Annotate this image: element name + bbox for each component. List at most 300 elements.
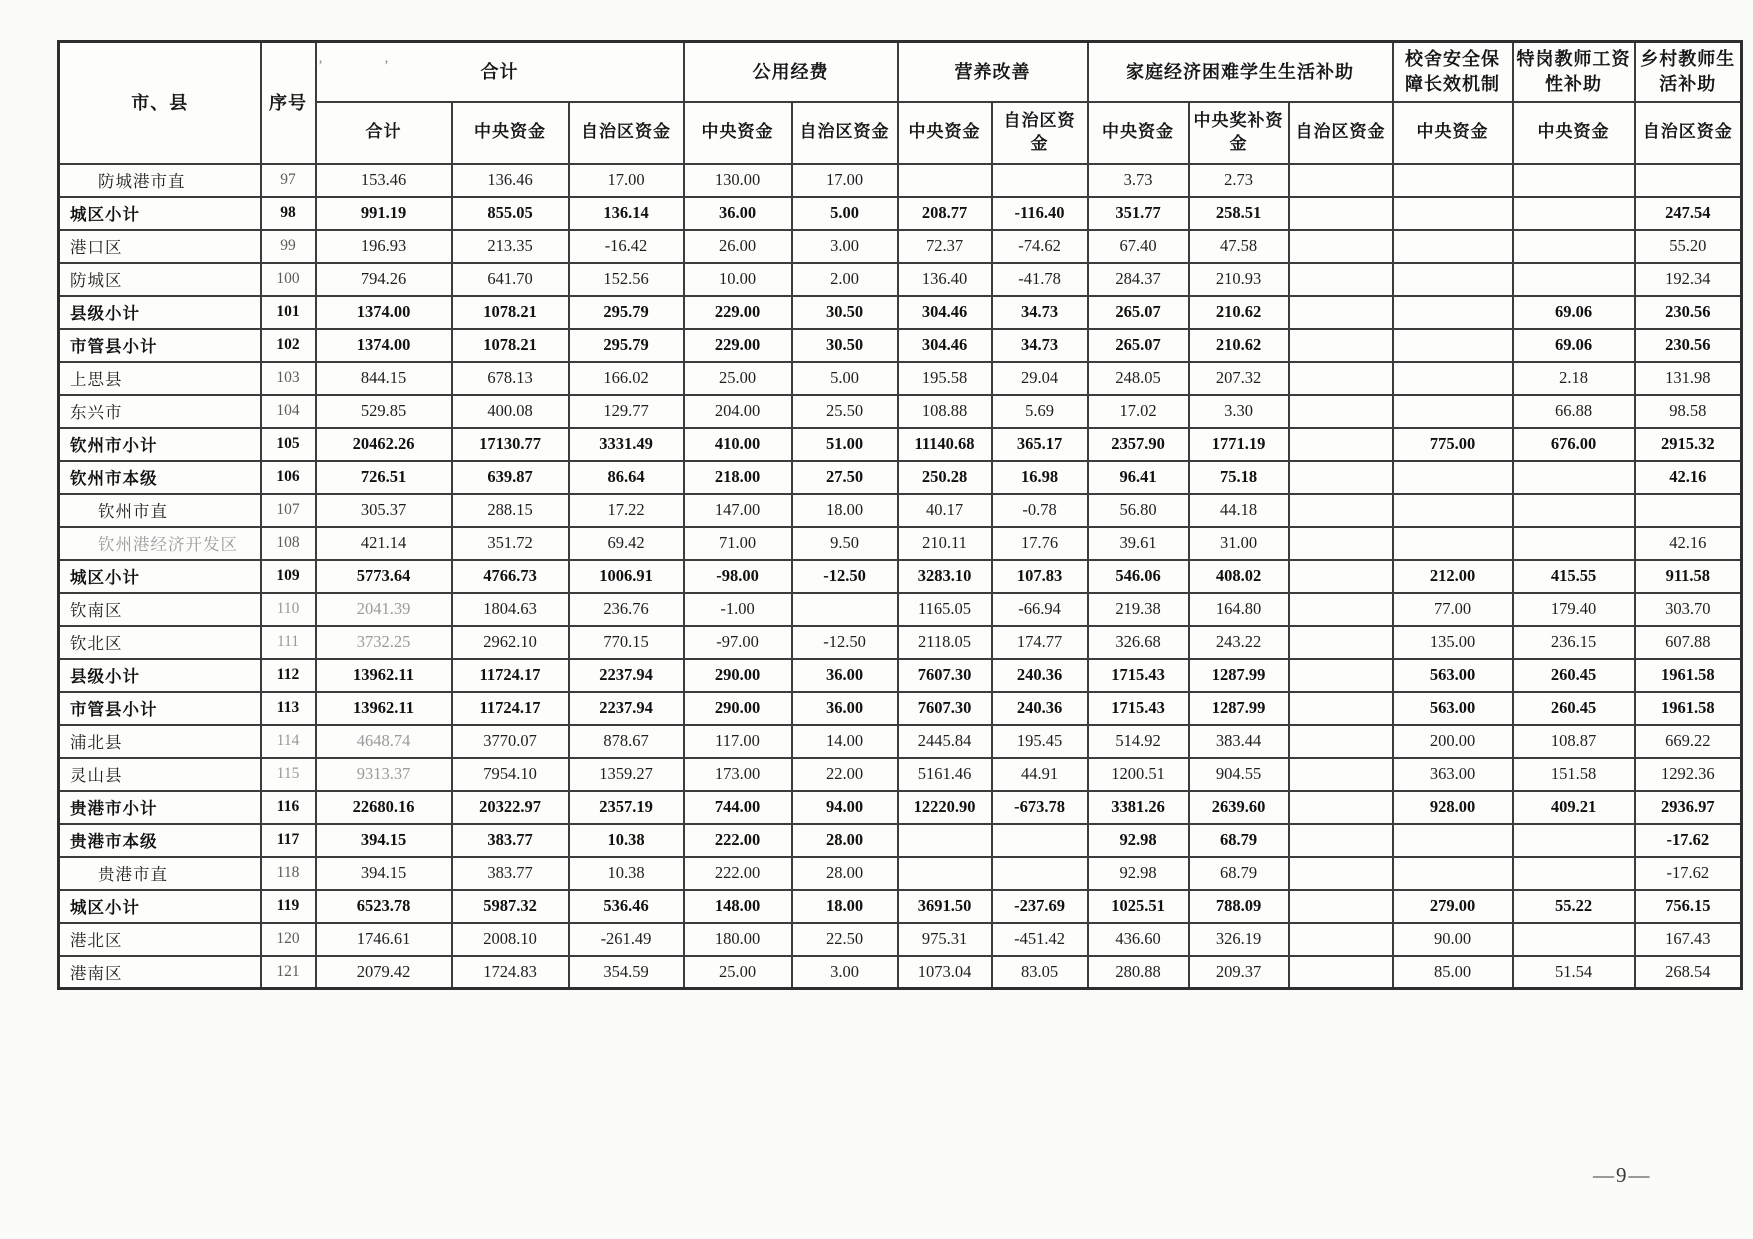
value-cell: 173.00 <box>684 758 792 791</box>
value-cell: 210.11 <box>898 527 992 560</box>
value-cell: 243.22 <box>1189 626 1289 659</box>
subheader: 中央资金 <box>684 102 792 164</box>
value-cell: 47.58 <box>1189 230 1289 263</box>
serial-number-cell: 104 <box>261 395 316 428</box>
region-name-cell: 市管县小计 <box>59 329 261 362</box>
table-row <box>59 692 1742 725</box>
value-cell: 167.43 <box>1635 923 1742 956</box>
value-cell: 1078.21 <box>452 296 569 329</box>
value-cell: 222.00 <box>684 857 792 890</box>
value-cell: 383.44 <box>1189 725 1289 758</box>
value-cell: 68.79 <box>1189 824 1289 857</box>
value-cell: -12.50 <box>792 626 898 659</box>
value-cell <box>1393 296 1513 329</box>
value-cell: 855.05 <box>452 197 569 230</box>
value-cell: 788.09 <box>1189 890 1289 923</box>
value-cell <box>1289 329 1393 362</box>
region-name-cell: 城区小计 <box>59 890 261 923</box>
value-cell: 2237.94 <box>569 659 684 692</box>
value-cell: -74.62 <box>992 230 1088 263</box>
serial-number-cell: 115 <box>261 758 316 791</box>
value-cell: 56.80 <box>1088 494 1189 527</box>
value-cell: 210.62 <box>1189 296 1289 329</box>
subheader: 自治区资金 <box>569 102 684 164</box>
value-cell: 14.00 <box>792 725 898 758</box>
value-cell <box>1289 527 1393 560</box>
value-cell: 12220.90 <box>898 791 992 824</box>
value-cell <box>898 857 992 890</box>
value-cell <box>1289 560 1393 593</box>
value-cell: 26.00 <box>684 230 792 263</box>
value-cell: 3.00 <box>792 230 898 263</box>
value-cell: 326.68 <box>1088 626 1189 659</box>
value-cell: 147.00 <box>684 494 792 527</box>
value-cell: 44.18 <box>1189 494 1289 527</box>
table-row <box>59 329 1742 362</box>
value-cell: 195.58 <box>898 362 992 395</box>
value-cell: 1073.04 <box>898 956 992 989</box>
value-cell <box>1289 956 1393 989</box>
value-cell: 31.00 <box>1189 527 1289 560</box>
value-cell: 117.00 <box>684 725 792 758</box>
value-cell: 229.00 <box>684 296 792 329</box>
value-cell: -261.49 <box>569 923 684 956</box>
scanned-table-sheet <box>57 40 1740 990</box>
value-cell <box>1289 626 1393 659</box>
value-cell: 878.67 <box>569 725 684 758</box>
value-cell: 10.38 <box>569 857 684 890</box>
value-cell: 3381.26 <box>1088 791 1189 824</box>
value-cell <box>992 824 1088 857</box>
value-cell: 166.02 <box>569 362 684 395</box>
value-cell: 2041.39 <box>316 593 452 626</box>
value-cell: 2008.10 <box>452 923 569 956</box>
value-cell: 218.00 <box>684 461 792 494</box>
value-cell: 17.02 <box>1088 395 1189 428</box>
value-cell: 304.46 <box>898 296 992 329</box>
value-cell: 641.70 <box>452 263 569 296</box>
value-cell <box>1635 494 1742 527</box>
table-row <box>59 362 1742 395</box>
value-cell <box>1513 263 1635 296</box>
value-cell: 4766.73 <box>452 560 569 593</box>
value-cell: 1287.99 <box>1189 659 1289 692</box>
value-cell: 17130.77 <box>452 428 569 461</box>
value-cell: -41.78 <box>992 263 1088 296</box>
value-cell: -0.78 <box>992 494 1088 527</box>
serial-number-cell: 109 <box>261 560 316 593</box>
value-cell: 6523.78 <box>316 890 452 923</box>
table-row <box>59 296 1742 329</box>
value-cell: 415.55 <box>1513 560 1635 593</box>
value-cell: 13962.11 <box>316 692 452 725</box>
group-header-building-safety: 校舍安全保障长效机制 <box>1393 42 1513 102</box>
group-header-poor-students: 家庭经济困难学生生活补助 <box>1088 42 1393 102</box>
group-header-public-funds: 公用经费 <box>684 42 898 102</box>
subheader: 自治区资金 <box>992 102 1088 164</box>
value-cell: -237.69 <box>992 890 1088 923</box>
value-cell: 71.00 <box>684 527 792 560</box>
value-cell: 192.34 <box>1635 263 1742 296</box>
region-name-cell: 港口区 <box>59 230 261 263</box>
value-cell: 10.38 <box>569 824 684 857</box>
value-cell <box>898 164 992 197</box>
value-cell: 5161.46 <box>898 758 992 791</box>
value-cell: 136.14 <box>569 197 684 230</box>
table-row <box>59 395 1742 428</box>
table-row <box>59 560 1742 593</box>
value-cell: 911.58 <box>1635 560 1742 593</box>
region-name-cell: 贵港市本级 <box>59 824 261 857</box>
serial-number-cell: 103 <box>261 362 316 395</box>
value-cell: 67.40 <box>1088 230 1189 263</box>
serial-number-cell: 110 <box>261 593 316 626</box>
value-cell: 3331.49 <box>569 428 684 461</box>
value-cell: 676.00 <box>1513 428 1635 461</box>
value-cell: 7607.30 <box>898 659 992 692</box>
value-cell: 5.00 <box>792 197 898 230</box>
region-name-cell: 钦州市本级 <box>59 461 261 494</box>
value-cell: 131.98 <box>1635 362 1742 395</box>
value-cell: 3283.10 <box>898 560 992 593</box>
table-row <box>59 164 1742 197</box>
serial-number-cell: 98 <box>261 197 316 230</box>
region-name-cell: 贵港市直 <box>59 857 261 890</box>
table-body <box>59 164 1742 989</box>
value-cell: 536.46 <box>569 890 684 923</box>
value-cell: 174.77 <box>992 626 1088 659</box>
value-cell: 212.00 <box>1393 560 1513 593</box>
subheader: 中央奖补资金 <box>1189 102 1289 164</box>
value-cell: 351.77 <box>1088 197 1189 230</box>
value-cell: 69.42 <box>569 527 684 560</box>
value-cell: 240.36 <box>992 659 1088 692</box>
value-cell: 295.79 <box>569 296 684 329</box>
value-cell: 2237.94 <box>569 692 684 725</box>
value-cell: 96.41 <box>1088 461 1189 494</box>
value-cell: 975.31 <box>898 923 992 956</box>
value-cell: 27.50 <box>792 461 898 494</box>
value-cell: 2962.10 <box>452 626 569 659</box>
value-cell: 726.51 <box>316 461 452 494</box>
value-cell: 2936.97 <box>1635 791 1742 824</box>
serial-number-cell: 113 <box>261 692 316 725</box>
value-cell <box>1393 461 1513 494</box>
region-name-cell: 贵港市小计 <box>59 791 261 824</box>
value-cell <box>992 164 1088 197</box>
serial-number-cell: 114 <box>261 725 316 758</box>
value-cell: 18.00 <box>792 494 898 527</box>
value-cell: 1165.05 <box>898 593 992 626</box>
value-cell: 17.22 <box>569 494 684 527</box>
value-cell: 639.87 <box>452 461 569 494</box>
value-cell: 844.15 <box>316 362 452 395</box>
value-cell: 129.77 <box>569 395 684 428</box>
value-cell: 83.05 <box>992 956 1088 989</box>
value-cell: 770.15 <box>569 626 684 659</box>
value-cell <box>1393 329 1513 362</box>
value-cell: 1359.27 <box>569 758 684 791</box>
value-cell: 86.64 <box>569 461 684 494</box>
value-cell: 904.55 <box>1189 758 1289 791</box>
value-cell: 383.77 <box>452 857 569 890</box>
value-cell <box>1513 824 1635 857</box>
region-name-cell: 市管县小计 <box>59 692 261 725</box>
scan-artifact: ’’ <box>318 58 451 74</box>
value-cell: 210.62 <box>1189 329 1289 362</box>
table-row <box>59 923 1742 956</box>
value-cell: 36.00 <box>684 197 792 230</box>
value-cell <box>1289 890 1393 923</box>
value-cell: 30.50 <box>792 296 898 329</box>
value-cell: 230.56 <box>1635 329 1742 362</box>
value-cell: 229.00 <box>684 329 792 362</box>
value-cell: -97.00 <box>684 626 792 659</box>
value-cell: 563.00 <box>1393 692 1513 725</box>
value-cell: 1746.61 <box>316 923 452 956</box>
value-cell: 1292.36 <box>1635 758 1742 791</box>
region-name-cell: 钦南区 <box>59 593 261 626</box>
region-name-cell: 浦北县 <box>59 725 261 758</box>
value-cell: 2.18 <box>1513 362 1635 395</box>
value-cell: 288.15 <box>452 494 569 527</box>
value-cell <box>1513 230 1635 263</box>
value-cell: 36.00 <box>792 659 898 692</box>
value-cell: 219.38 <box>1088 593 1189 626</box>
value-cell: 305.37 <box>316 494 452 527</box>
value-cell: 30.50 <box>792 329 898 362</box>
value-cell: 1374.00 <box>316 296 452 329</box>
value-cell: 268.54 <box>1635 956 1742 989</box>
page-number: —9— <box>1593 1163 1652 1187</box>
region-name-cell: 防城港市直 <box>59 164 261 197</box>
value-cell: 1961.58 <box>1635 659 1742 692</box>
value-cell: 3.73 <box>1088 164 1189 197</box>
value-cell: 195.45 <box>992 725 1088 758</box>
value-cell: 151.58 <box>1513 758 1635 791</box>
serial-number-cell: 97 <box>261 164 316 197</box>
value-cell: 90.00 <box>1393 923 1513 956</box>
value-cell: -98.00 <box>684 560 792 593</box>
value-cell: 775.00 <box>1393 428 1513 461</box>
value-cell <box>1289 725 1393 758</box>
value-cell: 42.16 <box>1635 461 1742 494</box>
value-cell <box>1393 362 1513 395</box>
region-name-cell: 港南区 <box>59 956 261 989</box>
value-cell: 1771.19 <box>1189 428 1289 461</box>
serial-number-cell: 111 <box>261 626 316 659</box>
value-cell: 514.92 <box>1088 725 1189 758</box>
value-cell: 1078.21 <box>452 329 569 362</box>
value-cell: 1715.43 <box>1088 692 1189 725</box>
value-cell <box>1289 824 1393 857</box>
table-row <box>59 956 1742 989</box>
value-cell: 72.37 <box>898 230 992 263</box>
value-cell <box>1289 263 1393 296</box>
value-cell: 756.15 <box>1635 890 1742 923</box>
value-cell: 247.54 <box>1635 197 1742 230</box>
value-cell: 92.98 <box>1088 824 1189 857</box>
value-cell: 529.85 <box>316 395 452 428</box>
serial-number-cell: 120 <box>261 923 316 956</box>
value-cell: 34.73 <box>992 329 1088 362</box>
value-cell: 3732.25 <box>316 626 452 659</box>
value-cell: 208.77 <box>898 197 992 230</box>
value-cell: 22.50 <box>792 923 898 956</box>
value-cell: 130.00 <box>684 164 792 197</box>
value-cell: -116.40 <box>992 197 1088 230</box>
value-cell: 136.40 <box>898 263 992 296</box>
value-cell: -16.42 <box>569 230 684 263</box>
value-cell: 153.46 <box>316 164 452 197</box>
value-cell <box>1393 395 1513 428</box>
value-cell: 304.46 <box>898 329 992 362</box>
group-header-total: 合计 <box>316 42 684 102</box>
value-cell: 51.54 <box>1513 956 1635 989</box>
value-cell: 3691.50 <box>898 890 992 923</box>
value-cell: 209.37 <box>1189 956 1289 989</box>
serial-number-cell: 121 <box>261 956 316 989</box>
value-cell: 3770.07 <box>452 725 569 758</box>
serial-number-cell: 112 <box>261 659 316 692</box>
value-cell: 51.00 <box>792 428 898 461</box>
value-cell: 236.76 <box>569 593 684 626</box>
value-cell: 108.87 <box>1513 725 1635 758</box>
region-name-cell: 县级小计 <box>59 296 261 329</box>
table-row <box>59 890 1742 923</box>
value-cell: 290.00 <box>684 659 792 692</box>
value-cell: 421.14 <box>316 527 452 560</box>
value-cell: -17.62 <box>1635 857 1742 890</box>
value-cell: 7607.30 <box>898 692 992 725</box>
value-cell: 92.98 <box>1088 857 1189 890</box>
value-cell: 29.04 <box>992 362 1088 395</box>
value-cell <box>1513 527 1635 560</box>
region-name-cell: 县级小计 <box>59 659 261 692</box>
value-cell: 678.13 <box>452 362 569 395</box>
table-row <box>59 428 1742 461</box>
value-cell: 36.00 <box>792 692 898 725</box>
value-cell: 1724.83 <box>452 956 569 989</box>
value-cell <box>1289 164 1393 197</box>
value-cell: -17.62 <box>1635 824 1742 857</box>
serial-number-cell: 107 <box>261 494 316 527</box>
value-cell: 240.36 <box>992 692 1088 725</box>
value-cell: 34.73 <box>992 296 1088 329</box>
serial-number-cell: 119 <box>261 890 316 923</box>
value-cell: -451.42 <box>992 923 1088 956</box>
value-cell: 436.60 <box>1088 923 1189 956</box>
table-row <box>59 263 1742 296</box>
region-name-cell: 钦州市小计 <box>59 428 261 461</box>
value-cell: 1374.00 <box>316 329 452 362</box>
value-cell: 563.00 <box>1393 659 1513 692</box>
value-cell: 69.06 <box>1513 329 1635 362</box>
group-header-rural-teachers: 乡村教师生活补助 <box>1635 42 1742 102</box>
value-cell <box>898 824 992 857</box>
value-cell: 213.35 <box>452 230 569 263</box>
value-cell: 1025.51 <box>1088 890 1189 923</box>
value-cell: 94.00 <box>792 791 898 824</box>
value-cell: 351.72 <box>452 527 569 560</box>
value-cell <box>1513 164 1635 197</box>
value-cell: 68.79 <box>1189 857 1289 890</box>
value-cell <box>1289 791 1393 824</box>
value-cell <box>1289 461 1393 494</box>
table-row <box>59 461 1742 494</box>
value-cell: 326.19 <box>1189 923 1289 956</box>
value-cell <box>1289 494 1393 527</box>
value-cell <box>1635 164 1742 197</box>
table-row <box>59 494 1742 527</box>
table-row <box>59 791 1742 824</box>
value-cell: 260.45 <box>1513 659 1635 692</box>
value-cell: 669.22 <box>1635 725 1742 758</box>
value-cell <box>1289 362 1393 395</box>
value-cell: 290.00 <box>684 692 792 725</box>
value-cell: 2639.60 <box>1189 791 1289 824</box>
value-cell <box>1393 230 1513 263</box>
table-row <box>59 197 1742 230</box>
value-cell: 179.40 <box>1513 593 1635 626</box>
value-cell: 3.30 <box>1189 395 1289 428</box>
value-cell: 75.18 <box>1189 461 1289 494</box>
region-name-cell: 东兴市 <box>59 395 261 428</box>
region-name-cell: 钦州港经济开发区 <box>59 527 261 560</box>
value-cell: 22680.16 <box>316 791 452 824</box>
value-cell <box>1393 494 1513 527</box>
value-cell: 409.21 <box>1513 791 1635 824</box>
value-cell: 180.00 <box>684 923 792 956</box>
value-cell: 11724.17 <box>452 659 569 692</box>
value-cell: 744.00 <box>684 791 792 824</box>
region-name-cell: 港北区 <box>59 923 261 956</box>
subheader: 中央资金 <box>452 102 569 164</box>
value-cell: 279.00 <box>1393 890 1513 923</box>
value-cell: 108.88 <box>898 395 992 428</box>
subheader: 自治区资金 <box>792 102 898 164</box>
value-cell: 2915.32 <box>1635 428 1742 461</box>
value-cell <box>1289 395 1393 428</box>
value-cell: 210.93 <box>1189 263 1289 296</box>
serial-number-cell: 102 <box>261 329 316 362</box>
value-cell: 1006.91 <box>569 560 684 593</box>
value-cell: 17.76 <box>992 527 1088 560</box>
value-cell <box>792 593 898 626</box>
region-name-cell: 防城区 <box>59 263 261 296</box>
value-cell: 2.00 <box>792 263 898 296</box>
value-cell: 107.83 <box>992 560 1088 593</box>
value-cell: 1287.99 <box>1189 692 1289 725</box>
table-row <box>59 230 1742 263</box>
value-cell: 546.06 <box>1088 560 1189 593</box>
subheader: 中央资金 <box>1393 102 1513 164</box>
value-cell: 16.98 <box>992 461 1088 494</box>
value-cell: 42.16 <box>1635 527 1742 560</box>
value-cell <box>1289 659 1393 692</box>
table-row <box>59 824 1742 857</box>
value-cell: 77.00 <box>1393 593 1513 626</box>
value-cell: -66.94 <box>992 593 1088 626</box>
value-cell: 303.70 <box>1635 593 1742 626</box>
value-cell <box>1393 197 1513 230</box>
value-cell: 5.69 <box>992 395 1088 428</box>
value-cell <box>1513 857 1635 890</box>
value-cell <box>1289 692 1393 725</box>
value-cell: 9.50 <box>792 527 898 560</box>
value-cell: 408.02 <box>1189 560 1289 593</box>
value-cell: 258.51 <box>1189 197 1289 230</box>
